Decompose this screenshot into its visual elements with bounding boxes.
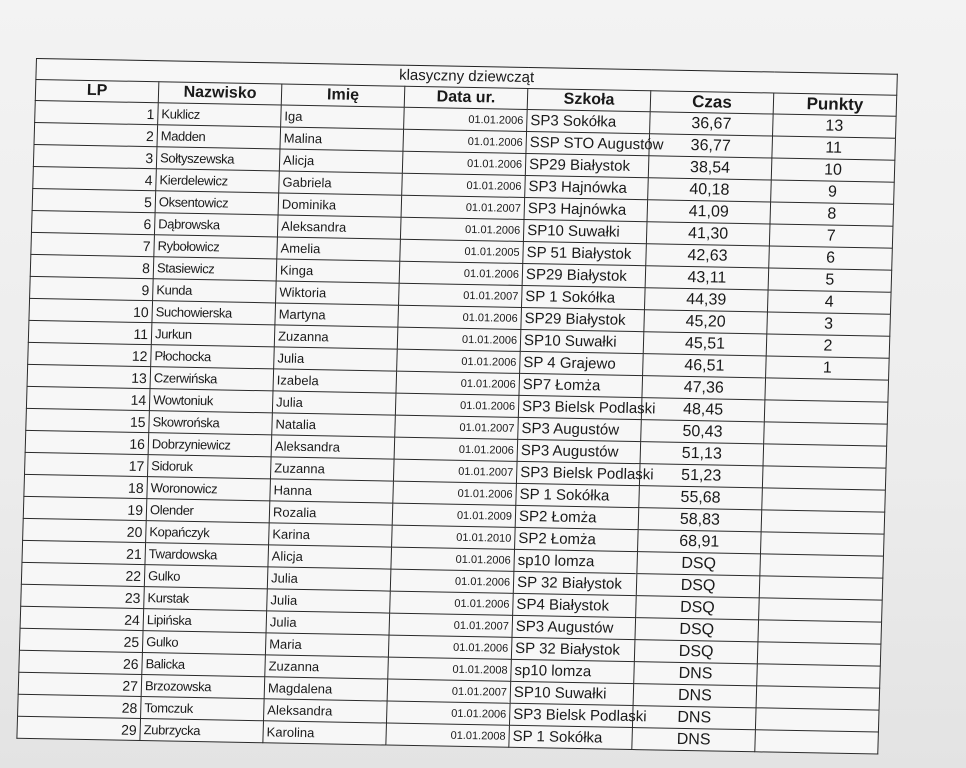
- cell-punkty: [759, 598, 883, 622]
- cell-imie: Natalia: [272, 413, 396, 437]
- header-punkty: Punkty: [773, 93, 897, 116]
- cell-nazwisko: Lipińska: [143, 609, 267, 633]
- cell-lp: 7: [31, 232, 155, 256]
- cell-imie: Alicja: [279, 149, 403, 173]
- cell-imie: Karolina: [263, 721, 387, 745]
- cell-imie: Julia: [274, 347, 398, 371]
- cell-czas: DSQ: [635, 618, 759, 642]
- cell-czas: DNS: [632, 728, 756, 752]
- cell-szkola: SP10 Suwałki: [523, 219, 647, 243]
- cell-czas: DSQ: [634, 640, 758, 664]
- cell-data: 01.01.2010: [392, 525, 516, 549]
- cell-data: 01.01.2006: [391, 547, 515, 571]
- cell-nazwisko: Balicka: [142, 653, 266, 677]
- cell-lp: 24: [20, 606, 144, 630]
- cell-data: 01.01.2006: [390, 591, 514, 615]
- cell-szkola: SP 51 Białystok: [523, 241, 647, 265]
- cell-szkola: SP3 Bielsk Podlaski: [509, 703, 633, 727]
- cell-czas: DNS: [634, 662, 758, 686]
- cell-imie: Amelia: [277, 237, 401, 261]
- cell-lp: 27: [18, 672, 142, 696]
- cell-imie: Aleksandra: [271, 435, 395, 459]
- header-szkola: Szkoła: [527, 89, 651, 112]
- cell-nazwisko: Kurstak: [144, 587, 268, 611]
- cell-punkty: 3: [767, 312, 891, 336]
- cell-punkty: 5: [768, 268, 892, 292]
- cell-punkty: 8: [770, 202, 894, 226]
- cell-czas: DSQ: [636, 596, 760, 620]
- cell-punkty: 4: [767, 290, 891, 314]
- cell-czas: 36,67: [650, 112, 774, 136]
- cell-punkty: 7: [769, 224, 893, 248]
- cell-nazwisko: Dąbrowska: [154, 213, 278, 237]
- cell-szkola: SP 1 Sokółka: [521, 285, 645, 309]
- cell-imie: Zuzanna: [270, 457, 394, 481]
- cell-data: 01.01.2006: [397, 327, 521, 351]
- cell-szkola: SP3 Augustów: [517, 439, 641, 463]
- cell-data: 01.01.2007: [389, 613, 513, 637]
- cell-czas: 45,51: [643, 332, 767, 356]
- cell-lp: 5: [32, 188, 156, 212]
- cell-punkty: [762, 488, 886, 512]
- cell-data: 01.01.2007: [399, 283, 523, 307]
- cell-czas: 51,23: [639, 464, 763, 488]
- cell-punkty: [762, 466, 886, 490]
- cell-nazwisko: Sidoruk: [147, 455, 271, 479]
- cell-data: 01.01.2009: [392, 503, 516, 527]
- cell-imie: Karina: [269, 523, 393, 547]
- cell-data: 01.01.2006: [402, 151, 526, 175]
- cell-punkty: [755, 730, 879, 754]
- cell-data: 01.01.2006: [398, 305, 522, 329]
- cell-szkola: SP3 Hajnówka: [525, 175, 649, 199]
- cell-czas: 50,43: [641, 420, 765, 444]
- cell-czas: 58,83: [638, 508, 762, 532]
- cell-nazwisko: Kierdelewicz: [156, 169, 280, 193]
- cell-szkola: SP2 Łomża: [515, 527, 639, 551]
- cell-nazwisko: Wowtoniuk: [149, 389, 273, 413]
- cell-szkola: SP3 Bielsk Podlaski: [518, 395, 642, 419]
- cell-czas: 48,45: [641, 398, 765, 422]
- cell-nazwisko: Dobrzyniewicz: [148, 433, 272, 457]
- cell-punkty: 9: [771, 180, 895, 204]
- cell-nazwisko: Rybołowicz: [154, 235, 278, 259]
- header-czas: Czas: [650, 91, 774, 114]
- cell-data: 01.01.2006: [399, 261, 523, 285]
- cell-czas: 36,77: [649, 134, 773, 158]
- cell-data: 01.01.2006: [404, 107, 528, 131]
- header-imie: Imię: [281, 84, 405, 107]
- cell-imie: Aleksandra: [263, 699, 387, 723]
- cell-szkola: SP29 Białystok: [525, 153, 649, 177]
- cell-punkty: 2: [766, 334, 890, 358]
- cell-nazwisko: Woronowicz: [147, 477, 271, 501]
- cell-czas: 55,68: [639, 486, 763, 510]
- cell-imie: Julia: [267, 567, 391, 591]
- cell-czas: 41,30: [646, 222, 770, 246]
- cell-imie: Gabriela: [279, 171, 403, 195]
- cell-lp: 17: [25, 452, 149, 476]
- cell-imie: Zuzanna: [265, 655, 389, 679]
- cell-data: 01.01.2007: [393, 459, 517, 483]
- cell-czas: 46,51: [643, 354, 767, 378]
- cell-lp: 6: [31, 210, 155, 234]
- cell-data: 01.01.2006: [390, 569, 514, 593]
- results-sheet: [16, 58, 897, 755]
- cell-lp: 3: [33, 144, 157, 168]
- cell-nazwisko: Skowrońska: [149, 411, 273, 435]
- cell-czas: 38,54: [648, 156, 772, 180]
- cell-nazwisko: Gulko: [144, 565, 268, 589]
- cell-data: 01.01.2007: [401, 195, 525, 219]
- cell-imie: Kinga: [276, 259, 400, 283]
- cell-data: 01.01.2006: [388, 635, 512, 659]
- cell-lp: 12: [28, 342, 152, 366]
- cell-imie: Magdalena: [264, 677, 388, 701]
- cell-nazwisko: Kuklicz: [158, 103, 282, 127]
- cell-punkty: [761, 510, 885, 534]
- cell-punkty: [755, 708, 879, 732]
- cell-szkola: SP3 Augustów: [518, 417, 642, 441]
- cell-data: 01.01.2006: [396, 371, 520, 395]
- cell-punkty: 6: [769, 246, 893, 270]
- header-nazwisko: Nazwisko: [158, 82, 282, 105]
- cell-lp: 2: [34, 122, 158, 146]
- cell-imie: Alicja: [268, 545, 392, 569]
- cell-punkty: [764, 400, 888, 424]
- cell-lp: 9: [30, 276, 154, 300]
- cell-szkola: SP 32 Białystok: [513, 571, 637, 595]
- cell-szkola: sp10 lomza: [514, 549, 638, 573]
- cell-imie: Izabela: [273, 369, 397, 393]
- cell-nazwisko: Sołtyszewska: [156, 147, 280, 171]
- cell-data: 01.01.2006: [400, 217, 524, 241]
- cell-lp: 14: [26, 386, 150, 410]
- cell-punkty: [757, 664, 881, 688]
- cell-szkola: SP29 Białystok: [522, 263, 646, 287]
- cell-data: 01.01.2006: [386, 701, 510, 725]
- cell-szkola: SP 4 Grajewo: [520, 351, 644, 375]
- cell-szkola: SP 1 Sokółka: [516, 483, 640, 507]
- cell-lp: 4: [33, 166, 157, 190]
- cell-czas: 68,91: [638, 530, 762, 554]
- cell-lp: 28: [18, 694, 142, 718]
- cell-lp: 23: [21, 584, 145, 608]
- cell-lp: 19: [23, 496, 147, 520]
- cell-imie: Rozalia: [269, 501, 393, 525]
- cell-nazwisko: Suchowierska: [152, 301, 276, 325]
- cell-data: 01.01.2007: [395, 415, 519, 439]
- results-table: [16, 58, 897, 755]
- cell-data: 01.01.2005: [400, 239, 524, 263]
- cell-szkola: SP 32 Białystok: [511, 637, 635, 661]
- cell-lp: 18: [24, 474, 148, 498]
- cell-czas: 40,18: [648, 178, 772, 202]
- cell-lp: 16: [25, 430, 149, 454]
- cell-szkola: SP10 Suwałki: [520, 329, 644, 353]
- cell-lp: 15: [26, 408, 150, 432]
- cell-imie: Aleksandra: [277, 215, 401, 239]
- cell-imie: Dominika: [278, 193, 402, 217]
- cell-nazwisko: Kunda: [153, 279, 277, 303]
- cell-lp: 21: [22, 540, 146, 564]
- cell-punkty: [765, 378, 889, 402]
- cell-lp: 11: [28, 320, 152, 344]
- cell-lp: 29: [17, 716, 141, 740]
- cell-data: 01.01.2008: [386, 723, 510, 747]
- cell-imie: Malina: [280, 127, 404, 151]
- cell-imie: Martyna: [275, 303, 399, 327]
- cell-szkola: SSP STO Augustów: [526, 132, 650, 156]
- cell-imie: Wiktoria: [276, 281, 400, 305]
- cell-punkty: [760, 532, 884, 556]
- header-data: Data ur.: [404, 86, 528, 109]
- cell-nazwisko: Brzozowska: [141, 675, 265, 699]
- cell-punkty: [757, 642, 881, 666]
- cell-lp: 13: [27, 364, 151, 388]
- cell-nazwisko: Olender: [146, 499, 270, 523]
- cell-imie: Hanna: [270, 479, 394, 503]
- cell-szkola: SP7 Łomża: [519, 373, 643, 397]
- cell-nazwisko: Czerwińska: [150, 367, 274, 391]
- cell-imie: Maria: [265, 633, 389, 657]
- cell-nazwisko: Zubrzycka: [140, 719, 264, 743]
- cell-imie: Julia: [267, 589, 391, 613]
- cell-data: 01.01.2007: [387, 679, 511, 703]
- cell-punkty: 11: [772, 136, 896, 160]
- cell-lp: 1: [35, 100, 159, 124]
- cell-czas: 43,11: [645, 266, 769, 290]
- cell-data: 01.01.2006: [397, 349, 521, 373]
- cell-czas: DSQ: [637, 552, 761, 576]
- cell-nazwisko: Jurkun: [151, 323, 275, 347]
- cell-lp: 20: [23, 518, 147, 542]
- cell-lp: 25: [19, 628, 143, 652]
- cell-punkty: [758, 620, 882, 644]
- cell-czas: 45,20: [644, 310, 768, 334]
- cell-szkola: SP3 Hajnówka: [524, 197, 648, 221]
- cell-czas: 51,13: [640, 442, 764, 466]
- cell-data: 01.01.2006: [402, 173, 526, 197]
- cell-imie: Zuzanna: [274, 325, 398, 349]
- cell-data: 01.01.2006: [394, 437, 518, 461]
- cell-czas: 42,63: [646, 244, 770, 268]
- cell-punkty: [764, 422, 888, 446]
- cell-nazwisko: Madden: [157, 125, 281, 149]
- cell-czas: DNS: [633, 684, 757, 708]
- cell-czas: 41,09: [647, 200, 771, 224]
- cell-data: 01.01.2006: [395, 393, 519, 417]
- cell-data: 01.01.2006: [393, 481, 517, 505]
- cell-punkty: [756, 686, 880, 710]
- cell-nazwisko: Oksentowicz: [155, 191, 279, 215]
- cell-czas: DSQ: [636, 574, 760, 598]
- cell-nazwisko: Gulko: [142, 631, 266, 655]
- cell-lp: 26: [19, 650, 143, 674]
- cell-nazwisko: Twardowska: [145, 543, 269, 567]
- cell-nazwisko: Kopańczyk: [146, 521, 270, 545]
- cell-szkola: SP10 Suwałki: [510, 681, 634, 705]
- cell-punkty: 13: [773, 114, 897, 138]
- cell-nazwisko: Tomczuk: [141, 697, 265, 721]
- cell-data: 01.01.2008: [388, 657, 512, 681]
- cell-data: 01.01.2006: [403, 129, 527, 153]
- cell-szkola: sp10 lomza: [511, 659, 635, 683]
- cell-czas: 47,36: [642, 376, 766, 400]
- cell-szkola: SP3 Augustów: [512, 615, 636, 639]
- cell-punkty: [763, 444, 887, 468]
- cell-czas: 44,39: [644, 288, 768, 312]
- cell-czas: DNS: [632, 706, 756, 730]
- cell-punkty: [759, 576, 883, 600]
- cell-punkty: 10: [771, 158, 895, 182]
- cell-lp: 10: [29, 298, 153, 322]
- cell-lp: 8: [30, 254, 154, 278]
- cell-imie: Iga: [281, 105, 405, 129]
- table-title: klasyczny dziewcząt: [36, 59, 897, 96]
- cell-punkty: 1: [766, 356, 890, 380]
- header-lp: LP: [35, 80, 159, 103]
- cell-lp: 22: [21, 562, 145, 586]
- cell-imie: Julia: [266, 611, 390, 635]
- cell-szkola: SP4 Białystok: [513, 593, 637, 617]
- cell-szkola: SP3 Bielsk Podlaski: [516, 461, 640, 485]
- cell-szkola: SP3 Sokółka: [527, 110, 651, 134]
- cell-imie: Julia: [272, 391, 396, 415]
- cell-punkty: [760, 554, 884, 578]
- cell-szkola: SP2 Łomża: [515, 505, 639, 529]
- cell-szkola: SP 1 Sokółka: [509, 725, 633, 749]
- table-body: [17, 100, 896, 754]
- cell-nazwisko: Płochocka: [151, 345, 275, 369]
- cell-szkola: SP29 Białystok: [521, 307, 645, 331]
- cell-nazwisko: Stasiewicz: [153, 257, 277, 281]
